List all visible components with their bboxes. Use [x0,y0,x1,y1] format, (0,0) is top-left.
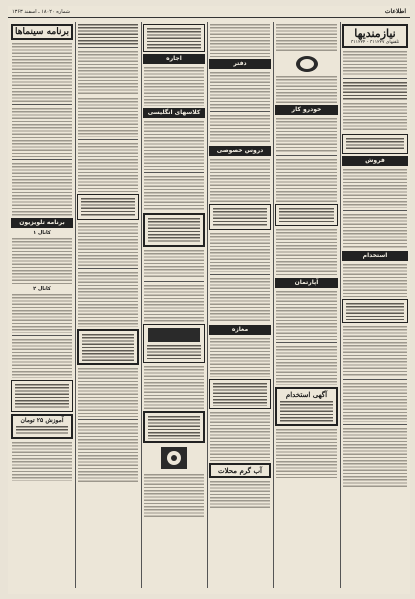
cinema-listings [12,162,72,216]
section-banner-sale: فروش [342,156,408,166]
column-5 [76,22,140,594]
column-4 [142,22,206,594]
text-block [144,365,204,409]
text-block [343,213,407,249]
car-sales-title: آب گرم محلات [218,466,262,475]
classifieds-title: نیازمندیها [354,27,396,40]
text-block [144,473,204,517]
column-3 [208,22,272,594]
issue-info: شماره ۱۸۰۲۰ ـ اسفند ۱۳۶۳ [12,8,70,15]
text-block [78,97,138,137]
column-2 [274,22,339,594]
column-1 [341,22,409,594]
tv-listings [12,293,72,333]
text-block [276,75,337,103]
text-block [78,367,138,417]
section-banner-shop: مغازه [209,325,271,335]
text-block [78,23,138,45]
text-block [144,284,204,322]
text-block [210,337,270,377]
text-block [276,228,337,276]
ad-box [275,204,338,226]
emblem-icon [159,445,189,471]
text-block [276,345,337,385]
text-block [78,271,138,327]
text-block [210,277,270,323]
text-block [276,290,337,340]
text-block [343,263,407,297]
text-block [210,71,270,109]
employment-title: آگهی استخدام [285,390,328,399]
text-block [343,50,407,76]
text-block [276,428,337,478]
page-header [8,6,410,18]
text-block [210,480,270,510]
tv-channel-2: کانال ۲ [33,286,51,292]
text-block [343,102,407,132]
ad-box [209,379,271,409]
newspaper-logo: اطلاعات [384,8,406,15]
ad-box [143,411,205,443]
text-block [210,158,270,202]
text-block [343,427,407,487]
text-block [12,441,72,481]
text-block [144,120,204,170]
cinema-listings [12,107,72,157]
text-block [78,142,138,192]
text-block [276,158,337,202]
section-banner-private-lessons: دروس خصوصی [209,146,271,156]
cinema-title: برنامه سینماها [15,27,69,37]
ad-box [143,24,205,52]
classifieds-masthead [342,24,408,48]
section-banner-apartment: آپارتمان [275,278,338,288]
text-block [78,422,138,482]
tv-channel-1: کانال ۱ [33,230,51,236]
classifieds-phone: تلفنهای ۳۱۱۲۲۷ - ۳۱۱۲۲۴ [350,40,400,45]
text-block [144,66,204,106]
text-block [210,114,270,144]
text-block [343,382,407,422]
tv-banner: برنامه تلویزیون [11,218,73,228]
ad-box [143,324,205,363]
cinema-listings [12,42,72,102]
section-banner-rental-tools: خودرو کار [275,105,338,115]
ad-box [11,380,73,412]
tv-listings [12,237,72,285]
text-block [276,23,337,53]
text-block [144,175,204,211]
text-block [343,168,407,208]
section-banner-office: دفتر [209,59,271,69]
car-sales-box [209,463,271,478]
text-block [210,232,270,272]
text-block [343,325,407,377]
badge-icon [295,55,319,73]
newspaper-page [8,6,410,594]
section-banner-english: کلاسهای انگلیسی [143,108,205,118]
text-block [210,411,270,461]
text-block [12,338,72,378]
ad-box [77,194,139,220]
text-block [343,81,407,101]
text-block [78,222,138,266]
ad-box [342,134,408,154]
cinema-masthead [11,24,73,40]
education-title: آموزش ۲۵ تومان [20,417,64,424]
text-block [144,249,204,279]
section-banner-hire: استخدام [342,251,408,261]
education-ad [11,414,73,439]
ad-box [342,299,408,323]
column-6 [10,22,74,594]
text-block [210,23,270,57]
text-block [276,117,337,153]
ad-box [209,204,271,230]
employment-box [275,387,338,426]
text-block [78,50,138,96]
ad-box [77,329,139,365]
ad-box [143,213,205,247]
section-banner-rent: اجاره [143,54,205,64]
